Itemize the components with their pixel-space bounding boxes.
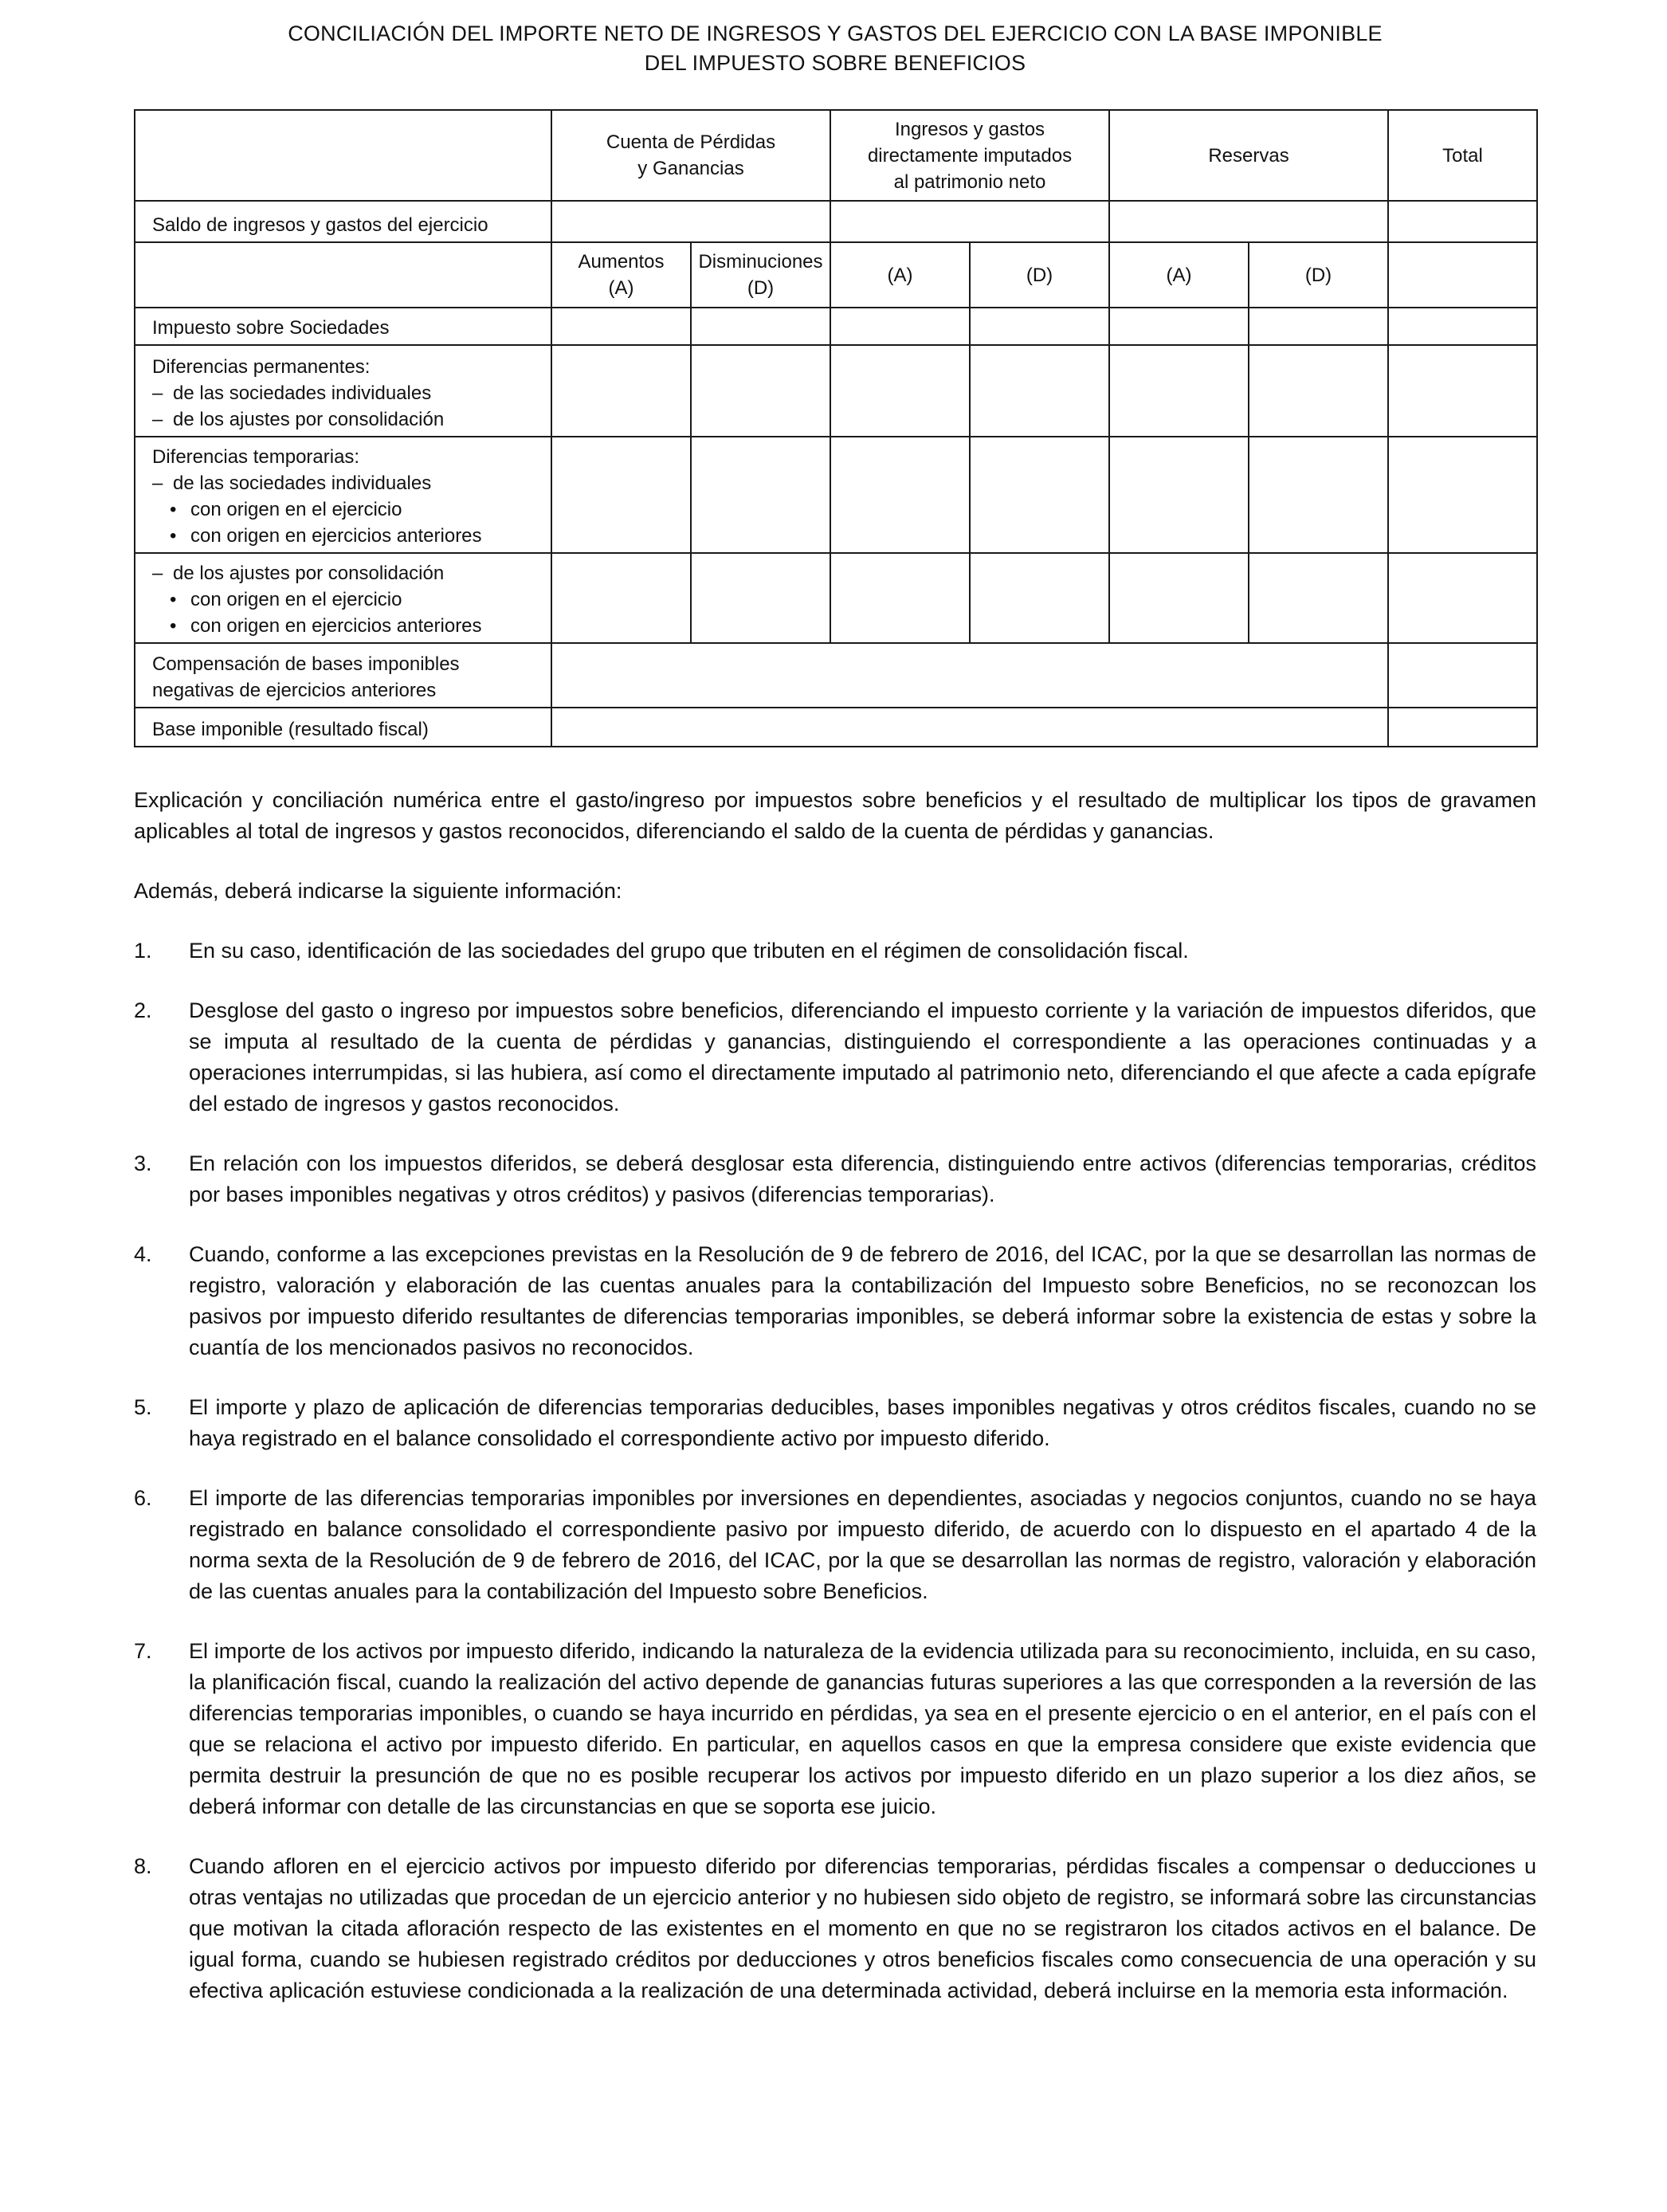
reconciliation-table (134, 109, 1538, 747)
header-patrimonio: Ingresos y gastos directamente imputados al patrimonio neto (830, 110, 1109, 201)
subheader-row (135, 242, 1537, 308)
row-ajustes-consolidacion (135, 553, 1537, 643)
title-line-1: CONCILIACIÓN DEL IMPORTE NETO DE INGRESOS Y GASTOS DEL EJERCICIO CON LA BASE IMPONIBLE (288, 22, 1383, 45)
header-reservas: Reservas (1109, 110, 1388, 201)
subheader-d-patrimonio: (D) (970, 242, 1109, 308)
cell-compensacion-total (1388, 643, 1537, 708)
cell-base-total (1388, 708, 1537, 747)
page-title (134, 19, 1536, 78)
cell-compensacion-merged (551, 643, 1388, 708)
row-impuesto (135, 308, 1537, 345)
intro-paragraph: Explicación y conciliación numérica entre el gasto/ingreso por impuestos sobre beneficios y el resultado de multiplicar los tipos de gravamen aplicables al total de ingresos y gastos reconocidos, diferenciando el saldo de la cuenta de pérdidas y ganancias. (134, 788, 1536, 843)
cell-saldo-pyg (551, 201, 830, 242)
label-compensacion: Compensación de bases imponibles negativas de ejercicios anteriores (135, 643, 551, 708)
label-base-imponible: Base imponible (resultado fiscal) (135, 708, 551, 747)
subheader-a-patrimonio: (A) (830, 242, 970, 308)
header-blank (135, 110, 551, 201)
header-total: Total (1388, 110, 1537, 201)
label-ajustes-consolidacion: – de los ajustes por consolidación • con origen en el ejercicio • con origen en ejercicios anteriores (135, 553, 551, 643)
body-text (134, 785, 1536, 2035)
list-item: 8. Cuando afloren en el ejercicio activos por impuesto diferido por diferencias temporarias, pérdidas fiscales a compensar o deducciones u otras ventajas no utilizadas que procedan de un ejercicio anterior y no hubiesen sido objeto de registro, se informará sobre las circunstancias que motivan la citada afloración respecto de las existentes en el momento en que no se registraron los citados activos en el balance. De igual forma, cuando se hubiesen registrado créditos por deducciones y otros beneficios fiscales como consecuencia de una operación y su efectiva aplicación estuviese condicionada a la realización de una determinada actividad, deberá incluirse en la memoria esta información. (134, 1854, 1536, 2002)
subheader-total-blank (1388, 242, 1537, 308)
cell-saldo-reservas (1109, 201, 1388, 242)
list-item: 3. En relación con los impuestos diferidos, se deberá desglosar esta diferencia, distinguiendo entre activos (diferencias temporarias, créditos por bases imponibles negativas y otros créditos) y pasivos (diferencias temporarias). (134, 1151, 1536, 1206)
list-item: 6. El importe de las diferencias temporarias imponibles por inversiones en dependientes, asociadas y negocios conjuntos, cuando no se haya registrado en balance consolidado el correspondiente pasivo por impuesto diferido, de acuerdo con lo dispuesto en el apartado 4 de la norma sexta de la Resolución de 9 de febrero de 2016, del ICAC, por la que se desarrollan las normas de registro, valoración y elaboración de las cuentas anuales para la contabilización del Impuesto sobre Beneficios. (134, 1486, 1536, 1603)
title-line-2: DEL IMPUESTO SOBRE BENEFICIOS (644, 51, 1026, 75)
header-row (135, 110, 1537, 201)
header-pyg: Cuenta de Pérdidas y Ganancias (551, 110, 830, 201)
subheader-aumentos: Aumentos (A) (551, 242, 691, 308)
cell-saldo-patrimonio (830, 201, 1109, 242)
subheader-disminuciones: Disminuciones (D) (691, 242, 830, 308)
subheader-d-reservas: (D) (1249, 242, 1388, 308)
list-item: 1. En su caso, identificación de las sociedades del grupo que tributen en el régimen de consolidación fiscal. (134, 939, 1189, 963)
list-item: 2. Desglose del gasto o ingreso por impuestos sobre beneficios, diferenciando el impuesto corriente y la variación de impuestos diferidos, que se imputa al resultado de la cuenta de pérdidas y ganancias, distinguiendo el correspondiente a las operaciones continuadas y a operaciones interrumpidas, si las hubiera, así como el directamente imputado al patrimonio neto, diferenciando el que afecte a cada epígrafe del estado de ingresos y gastos reconocidos. (134, 998, 1536, 1116)
row-diferencias-temporarias (135, 437, 1537, 553)
list-item: 7. El importe de los activos por impuesto diferido, indicando la naturaleza de la evidencia utilizada para su reconocimiento, incluida, en su caso, la planificación fiscal, cuando la realización del activo depende de ganancias futuras superiores a las que corresponden a la reversión de las diferencias temporarias imponibles, o cuando se haya incurrido en pérdidas, ya sea en el presente ejercicio o en el anterior, en el país con el que se relaciona el activo por impuesto diferido. En particular, en aquellos casos en que la empresa considere que existe evidencia que permita destruir la presunción de que no es posible recuperar los activos por impuesto diferido en un plazo superior a los diez años, se deberá informar con detalle de las circunstancias en que se soporta ese juicio. (134, 1639, 1536, 1818)
row-compensacion (135, 643, 1537, 708)
subheader-blank (135, 242, 551, 308)
list-item: 4. Cuando, conforme a las excepciones previstas en la Resolución de 9 de febrero de 2016, del ICAC, por la que se desarrollan las normas de registro, valoración y elaboración de las cuentas anuales para la contabilización del Impuesto sobre Beneficios, no se reconozcan los pasivos por impuesto diferido resultantes de diferencias temporarias imponibles, se deberá informar sobre la existencia de estas y sobre la cuantía de los mencionados pasivos no reconocidos. (134, 1242, 1536, 1359)
list-item: 5. El importe y plazo de aplicación de diferencias temporarias deducibles, bases imponibles negativas y otros créditos fiscales, cuando no se haya registrado en el balance consolidado el correspondiente activo por impuesto diferido. (134, 1395, 1536, 1450)
label-saldo: Saldo de ingresos y gastos del ejercicio (135, 201, 551, 242)
label-impuesto: Impuesto sobre Sociedades (135, 308, 551, 345)
label-diferencias-temporarias: Diferencias temporarias: – de las sociedades individuales • con origen en el ejercicio • con origen en ejercicios anteriores (135, 437, 551, 553)
subheader-a-reservas: (A) (1109, 242, 1249, 308)
row-base-imponible (135, 708, 1537, 747)
row-saldo (135, 201, 1537, 242)
info-list (134, 935, 1536, 2006)
ademas-paragraph: Además, deberá indicarse la siguiente información: (134, 879, 622, 903)
cell-base-merged (551, 708, 1388, 747)
row-diferencias-permanentes (135, 345, 1537, 437)
cell-saldo-total (1388, 201, 1537, 242)
label-diferencias-permanentes: Diferencias permanentes: – de las sociedades individuales – de los ajustes por consolidación (135, 345, 551, 437)
